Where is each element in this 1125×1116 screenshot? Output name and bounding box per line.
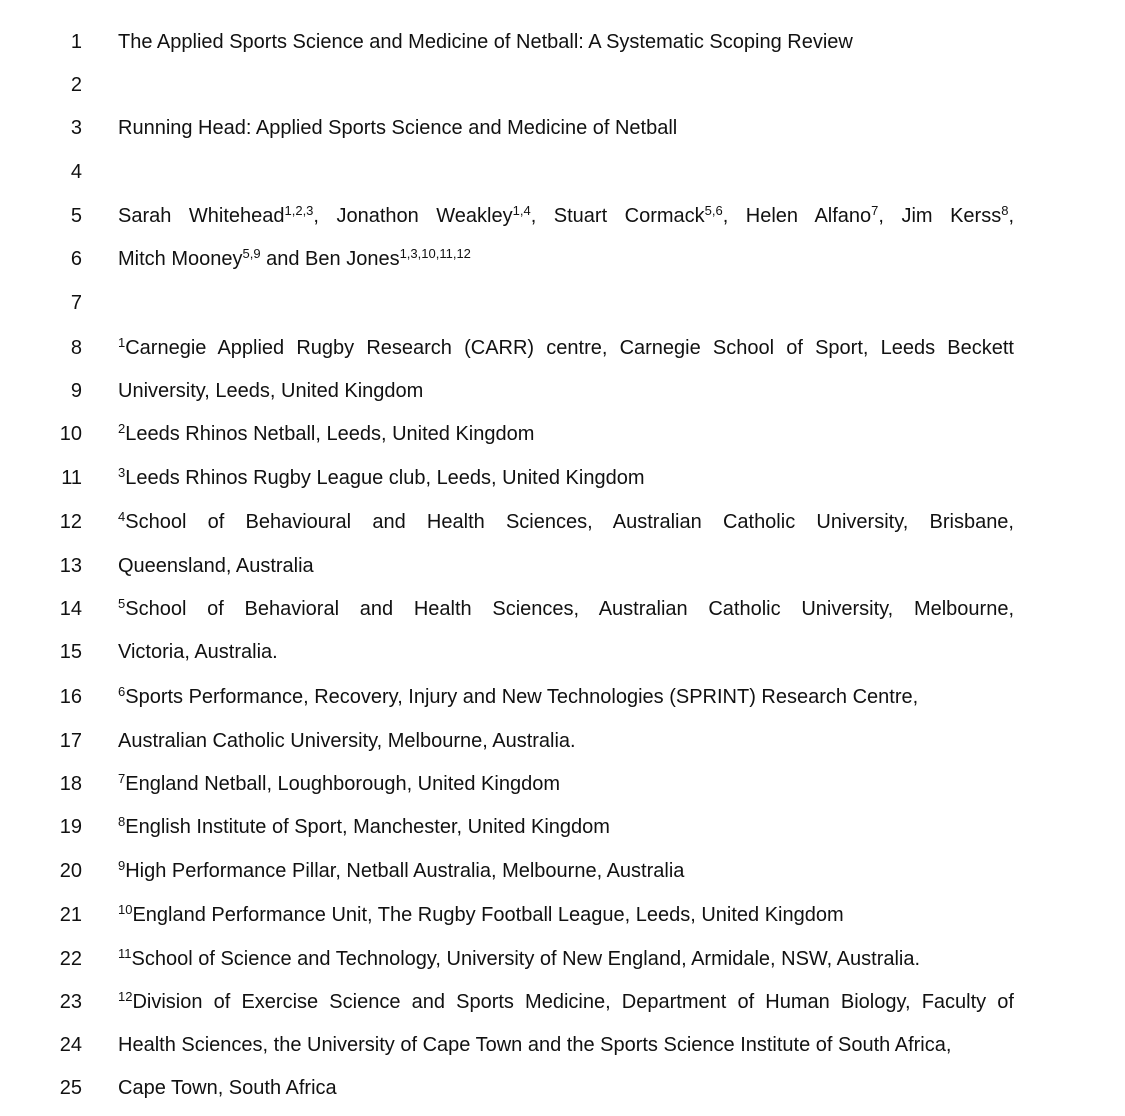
paper-title: The Applied Sports Science and Medicine of Netball: A Systematic Scoping Review [118,31,853,53]
line-6 [0,244,1125,287]
line-number: 22 [59,948,82,970]
author-list: Mitch Mooney$^{5,9}$ and Ben Jones$^{1,3,10,11,12}$ [118,246,471,270]
author-list: Sarah Whitehead$^{1,2,3}$, Jonathon Weakley$^{1,4}$, Stuart Cormack$^{5,6}$, Helen Alfano$^7$, Jim Kerss$^8$, [118,203,1015,227]
line-number: 25 [59,1077,82,1099]
line-number: 13 [59,555,82,577]
line-number: 5 [70,205,82,227]
line-number: 18 [59,773,82,795]
line-13 [0,551,1125,594]
affiliation: $^2$Leeds Rhinos Netball, Leeds, United Kingdom [118,421,535,445]
line-number: 21 [59,904,82,926]
affiliation-continued: Queensland, Australia [118,555,314,577]
line-number: 17 [59,730,82,752]
line-number: 12 [59,511,82,533]
line-23 [0,987,1125,1030]
running-head: Running Head: Applied Sports Science and Medicine of Netball [118,117,678,139]
affiliation: $^6$Sports Performance, Recovery, Injury and New Technologies (SPRINT) Research Centre, [118,684,919,708]
line-19 [0,812,1125,855]
line-number: 1 [70,31,82,53]
line-12 [0,507,1125,550]
line-20 [0,856,1125,899]
affiliation: $^3$Leeds Rhinos Rugby League club, Leeds, United Kingdom [118,465,645,489]
line-22 [0,944,1125,987]
line-number: 8 [70,337,82,359]
line-number: 11 [61,467,82,489]
line-number: 16 [59,686,82,708]
line-number: 3 [70,117,82,139]
line-number: 10 [59,423,82,445]
line-number: 4 [70,161,82,183]
line-number: 2 [70,74,82,96]
affiliation: $^7$England Netball, Loughborough, United Kingdom [118,771,560,795]
line-number: 24 [59,1034,82,1056]
affiliation: $^5$School of Behavioral and Health Sciences, Australian Catholic University, Melbourne, [118,596,1014,620]
affiliation: $^1$Carnegie Applied Rugby Research (CARR) centre, Carnegie School of Sport, Leeds Beckett [118,335,1014,359]
affiliation: $^{11}$School of Science and Technology, University of New England, Armidale, NSW, Australia. [118,946,921,970]
line-8 [0,333,1125,376]
line-number: 19 [59,816,82,838]
affiliation-continued: Victoria, Australia. [118,641,278,663]
line-16 [0,682,1125,725]
line-4 [0,157,1125,200]
affiliation: $^8$English Institute of Sport, Manchester, United Kingdom [118,814,610,838]
line-7 [0,288,1125,331]
line-number: 14 [59,598,82,620]
affiliation: $^4$School of Behavioural and Health Sciences, Australian Catholic University, Brisbane, [118,509,1014,533]
line-number: 15 [59,641,82,663]
affiliation-continued: Health Sciences, the University of Cape Town and the Sports Science Institute of South Africa, [118,1034,952,1056]
affiliation-continued: University, Leeds, United Kingdom [118,380,424,402]
line-21 [0,900,1125,943]
affiliation-continued: Cape Town, South Africa [118,1077,337,1099]
line-1 [0,27,1125,70]
line-17 [0,726,1125,769]
affiliation: $^{10}$England Performance Unit, The Rugby Football League, Leeds, United Kingdom [118,902,844,926]
line-number: 20 [59,860,82,882]
line-11 [0,463,1125,506]
affiliation: $^9$High Performance Pillar, Netball Australia, Melbourne, Australia [118,858,685,882]
line-2 [0,70,1125,113]
line-number: 23 [59,991,82,1013]
affiliation: $^{12}$Division of Exercise Science and Sports Medicine, Department of Human Biology, Faculty of [118,989,1014,1013]
line-number: 6 [70,248,82,270]
line-9 [0,376,1125,419]
line-10 [0,419,1125,462]
line-14 [0,594,1125,637]
line-18 [0,769,1125,812]
line-number: 9 [70,380,82,402]
line-number: 7 [70,292,82,314]
affiliation-continued: Australian Catholic University, Melbourne, Australia. [118,730,576,752]
line-5 [0,201,1125,244]
line-3 [0,113,1125,156]
line-15 [0,637,1125,680]
line-24 [0,1030,1125,1073]
line-25 [0,1073,1125,1116]
